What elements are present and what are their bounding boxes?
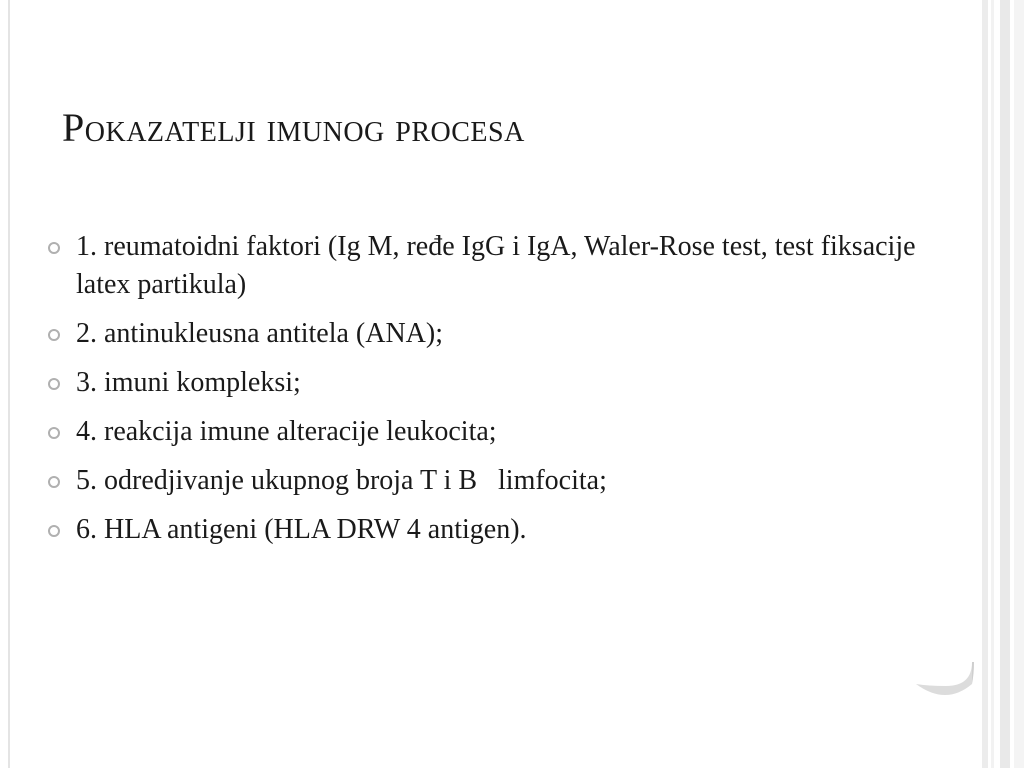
hollow-circle-bullet-icon bbox=[48, 242, 60, 254]
slide-title: Pokazatelji imunog procesa bbox=[62, 105, 525, 150]
list-item-text: 2. antinukleusna antitela (ANA); bbox=[76, 318, 444, 349]
page-curl-icon bbox=[916, 640, 976, 700]
list-item-text: 4. reakcija imune alteracije leukocita; bbox=[76, 416, 497, 447]
hollow-circle-bullet-icon bbox=[48, 427, 60, 439]
list-item-text: 6. HLA antigeni (HLA DRW 4 antigen). bbox=[76, 514, 527, 545]
hollow-circle-bullet-icon bbox=[48, 525, 60, 537]
list-item-text: 5. odredjivanje ukupnog broja T i B limfocita; bbox=[76, 465, 607, 496]
list-item bbox=[46, 315, 946, 353]
hollow-circle-bullet-icon bbox=[48, 329, 60, 341]
list-item bbox=[46, 228, 946, 304]
bullet-list bbox=[46, 228, 946, 560]
right-decor-stripe bbox=[991, 0, 994, 768]
list-item bbox=[46, 413, 946, 451]
list-item bbox=[46, 364, 946, 402]
list-item bbox=[46, 511, 946, 549]
list-item-text: 3. imuni kompleksi; bbox=[76, 367, 301, 398]
list-item bbox=[46, 462, 946, 500]
hollow-circle-bullet-icon bbox=[48, 476, 60, 488]
right-decor-stripe bbox=[982, 0, 988, 768]
left-border-line bbox=[8, 0, 10, 768]
hollow-circle-bullet-icon bbox=[48, 378, 60, 390]
right-decor-stripe bbox=[1000, 0, 1010, 768]
right-decor-stripe bbox=[1014, 0, 1024, 768]
list-item-text: 1. reumatoidni faktori (Ig M, ređe IgG i IgA, Waler-Rose test, test fiksacije latex partikula) bbox=[76, 231, 916, 300]
